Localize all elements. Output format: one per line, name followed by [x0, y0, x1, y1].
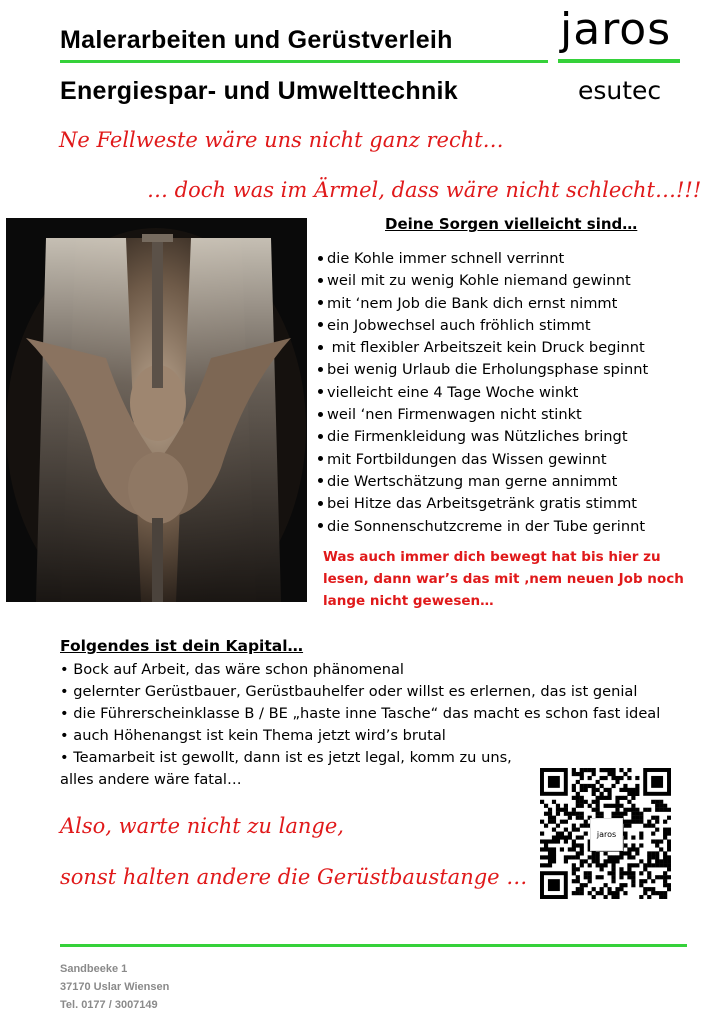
list-item [318, 426, 648, 448]
bullet-icon [318, 345, 323, 350]
list-item-text: die Wertschätzung man gerne annimmt [327, 472, 618, 490]
list-item-text: bei Hitze das Arbeitsgetränk gratis stimmt [327, 495, 638, 513]
list-item [318, 315, 648, 337]
list-item-text: mit flexibler Arbeitszeit kein Druck beginnt [327, 339, 645, 357]
worries-list [318, 248, 648, 538]
list-item: • die Führerscheinklasse B / BE „haste inne Tasche“ das macht es schon fast ideal [60, 705, 661, 722]
list-item [318, 516, 648, 538]
list-item-text: weil mit zu wenig Kohle niemand gewinnt [327, 272, 631, 290]
list-item [318, 471, 648, 493]
cta-line-2: sonst halten andere die Gerüstbaustange … [60, 865, 528, 889]
footer-phone: Tel. 0177 / 3007149 [60, 999, 158, 1011]
bullet-icon [318, 412, 323, 417]
closing-red-line-2: lesen, dann war’s das mit ‚nem neuen Job noch [323, 571, 684, 587]
warrior-photo [6, 218, 307, 602]
footer-divider [60, 944, 687, 947]
bullet-icon [318, 322, 323, 327]
list-item-text: die Sonnenschutzcreme in der Tube gerinnt [327, 517, 646, 535]
list-item-text: die Kohle immer schnell verrinnt [327, 250, 565, 267]
bullet-icon [318, 389, 323, 394]
list-item [318, 248, 648, 270]
header-underline [60, 60, 548, 63]
worries-title: Deine Sorgen vielleicht sind… [385, 215, 638, 233]
bullet-icon [318, 278, 323, 283]
logo-underline [558, 59, 680, 63]
qr-code[interactable] [540, 768, 671, 899]
cta-line-1: Also, warte nicht zu lange, [60, 814, 344, 838]
list-item: • Teamarbeit ist gewollt, dann ist es jetzt legal, komm zu uns, [60, 749, 512, 766]
list-item-text: bei wenig Urlaub die Erholungsphase spinnt [327, 361, 649, 379]
closing-red-text [323, 546, 684, 612]
warrior-photo-graphic [6, 218, 307, 602]
logo-esutec: esutec [578, 76, 662, 105]
closing-red-line-1: Was auch immer dich bewegt hat bis hier zu [323, 549, 661, 565]
list-item: • gelernter Gerüstbauer, Gerüstbauhelfer oder willst es erlernen, das ist genial [60, 683, 638, 700]
list-item-text: die Firmenkleidung was Nützliches bringt [327, 428, 628, 446]
list-item [318, 493, 648, 515]
slogan-line-1: Ne Fellweste wäre uns nicht ganz recht… [59, 128, 504, 152]
list-item [318, 337, 648, 359]
list-item: alles andere wäre fatal… [60, 771, 242, 788]
list-item [318, 404, 648, 426]
list-item-text: weil ‘nen Firmenwagen nicht stinkt [327, 406, 582, 424]
bullet-icon [318, 434, 323, 439]
list-item-text: mit ‘nem Job die Bank dich ernst nimmt [327, 294, 618, 312]
list-item [318, 270, 648, 292]
list-item [318, 382, 648, 404]
list-item: • auch Höhenangst ist kein Thema jetzt wird’s brutal [60, 727, 446, 744]
list-item [318, 293, 648, 315]
bullet-icon [318, 478, 323, 483]
list-item-text: ein Jobwechsel auch fröhlich stimmt [327, 316, 591, 334]
bullet-icon [318, 367, 323, 372]
logo-jaros: jaros [560, 4, 672, 55]
bullet-icon [318, 523, 323, 528]
bullet-icon [318, 456, 323, 461]
list-item-text: mit Fortbildungen das Wissen gewinnt [327, 450, 607, 468]
footer-street: Sandbeeke 1 [60, 963, 128, 975]
qr-logo: jaros [590, 818, 623, 851]
list-item [318, 449, 648, 471]
bullet-icon [318, 300, 323, 305]
closing-red-line-3: lange nicht gewesen… [323, 593, 494, 609]
list-item [318, 359, 648, 381]
list-item-text: vielleicht eine 4 Tage Woche winkt [327, 383, 579, 401]
capital-title: Folgendes ist dein Kapital… [60, 637, 304, 655]
list-item: • Bock auf Arbeit, das wäre schon phänomenal [60, 661, 404, 678]
bullet-icon [318, 256, 323, 261]
bullet-icon [318, 501, 323, 506]
footer-city: 37170 Uslar Wiensen [60, 981, 170, 993]
header-line-1: Malerarbeiten und Gerüstverleih [60, 26, 453, 54]
slogan-line-2: … doch was im Ärmel, dass wäre nicht schlecht…!!! [147, 178, 702, 202]
header-line-2: Energiespar- und Umwelttechnik [60, 77, 458, 105]
